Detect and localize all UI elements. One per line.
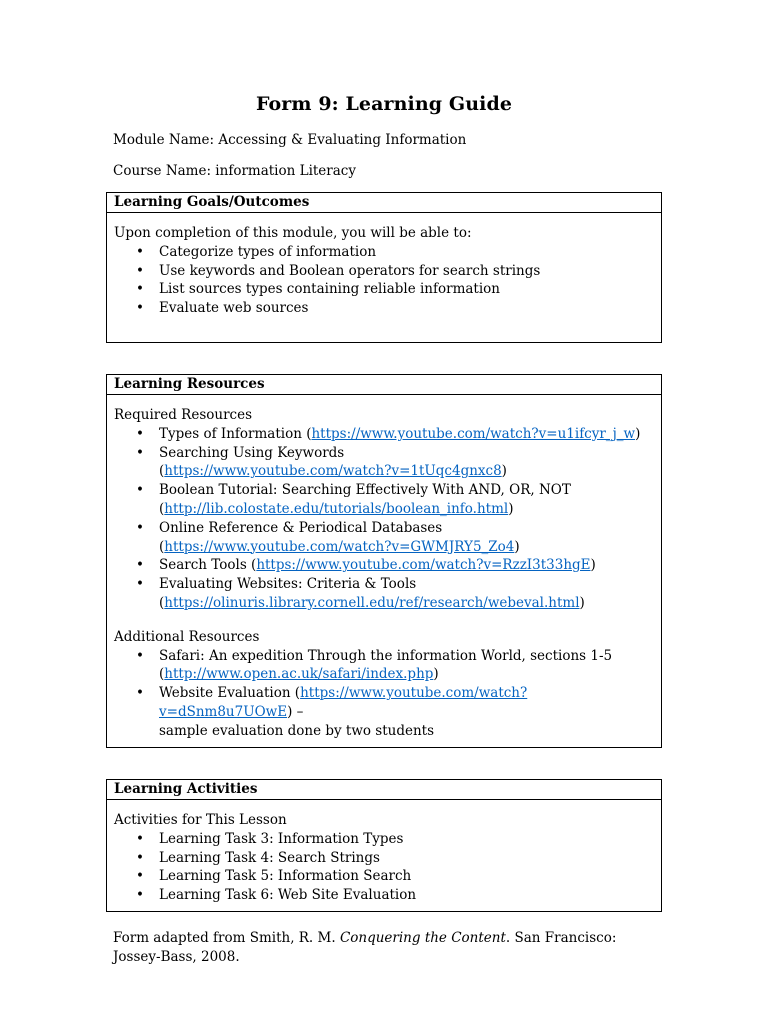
activities-intro: Activities for This Lesson: [114, 812, 287, 828]
resource-link[interactable]: https://www.youtube.com/watch?v=dSnm8u7UOwE: [159, 685, 528, 720]
resource-link[interactable]: https://www.youtube.com/watch?v=GWMJRY5_Zo4: [164, 538, 515, 555]
resource-link[interactable]: http://www.open.ac.uk/safari/index.php: [164, 666, 434, 683]
page-title: Form 9: Learning Guide: [255, 93, 513, 115]
list-item: • Search Tools (https://www.youtube.com/watch?v=RzzI3t33hgE): [114, 556, 654, 575]
additional-resources-label: Additional Resources: [114, 628, 260, 645]
list-item: • Safari: An expedition Through the information World, sections 1-5 (http://www.open.ac.uk/safari/index.php): [114, 647, 654, 685]
list-item: • Evaluating Websites: Criteria & Tools (https://olinuris.library.cornell.edu/ref/research/webeval.html): [114, 575, 654, 613]
list-item: • Learning Task 3: Information Types: [114, 830, 654, 849]
book-title: Conquering the Content: [339, 930, 506, 946]
list-item: • Website Evaluation (https://www.youtube.com/watch?v=dSnm8u7UOwE) – sample evaluation done by two students: [114, 684, 654, 740]
additional-resources-list: [114, 647, 654, 741]
resource-link[interactable]: https://www.youtube.com/watch?v=u1ifcyr_j_w: [311, 425, 636, 442]
resource-link[interactable]: http://lib.colostate.edu/tutorials/boolean_info.html: [164, 500, 509, 517]
goals-intro: Upon completion of this module, you will be able to:: [114, 225, 472, 241]
goals-box: [106, 192, 662, 343]
list-item: • List sources types containing reliable information: [114, 280, 654, 299]
list-item: • Boolean Tutorial: Searching Effectively With AND, OR, NOT (http://lib.colostate.edu/tutorials/boolean_info.html): [114, 481, 654, 519]
resources-heading: Learning Resources: [107, 375, 661, 395]
module-name: Module Name: Accessing & Evaluating Information: [113, 132, 467, 148]
activities-box: [106, 779, 662, 912]
list-item: • Evaluate web sources: [114, 299, 654, 318]
resources-box: [106, 374, 662, 748]
activities-list: [114, 830, 654, 905]
course-name: Course Name: information Literacy: [113, 163, 356, 179]
goals-list: [114, 243, 654, 318]
list-item: • Use keywords and Boolean operators for search strings: [114, 262, 654, 281]
required-resources-label: Required Resources: [114, 407, 253, 423]
required-resources-list: [114, 425, 654, 613]
goals-heading: Learning Goals/Outcomes: [107, 193, 661, 213]
resource-link[interactable]: https://www.youtube.com/watch?v=1tUqc4gnxc8: [164, 463, 502, 480]
list-item: • Learning Task 5: Information Search: [114, 867, 654, 886]
activities-heading: Learning Activities: [107, 780, 661, 800]
list-item: • Types of Information (https://www.youtube.com/watch?v=u1ifcyr_j_w): [114, 425, 654, 444]
citation-footnote: Form adapted from Smith, R. M. Conquering the Content. San Francisco: Jossey-Bass, 2008.: [113, 930, 617, 965]
list-item: • Searching Using Keywords (https://www.youtube.com/watch?v=1tUqc4gnxc8): [114, 444, 654, 482]
resource-link[interactable]: https://www.youtube.com/watch?v=RzzI3t33hgE: [256, 557, 591, 574]
list-item: • Learning Task 6: Web Site Evaluation: [114, 886, 654, 905]
list-item: • Categorize types of information: [114, 243, 654, 262]
resource-link[interactable]: https://olinuris.library.cornell.edu/ref/research/webeval.html: [164, 594, 580, 611]
list-item: • Learning Task 4: Search Strings: [114, 849, 654, 868]
list-item: • Online Reference & Periodical Databases (https://www.youtube.com/watch?v=GWMJRY5_Zo4): [114, 519, 654, 557]
